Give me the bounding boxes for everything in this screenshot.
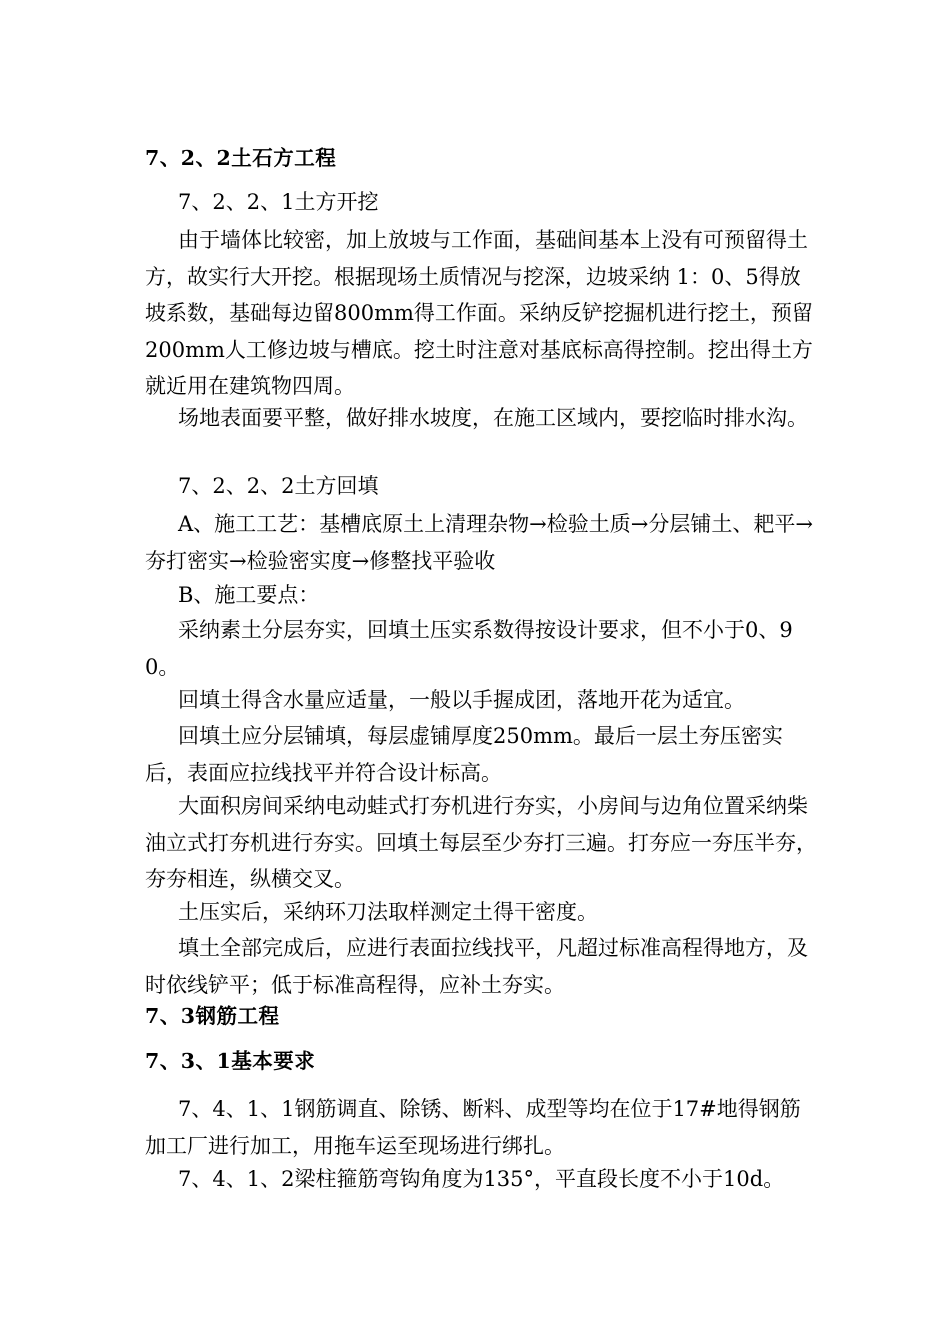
paragraph-compaction-coefficient: 采纳素土分层夯实，回填土压实系数得按设计要求，但不小于0、90。 [145, 618, 793, 679]
subsection-heading-7-2-2-1: 7、2、2、1土方开挖 [178, 190, 379, 214]
paragraph-layered-filling: 回填土应分层铺填，每层虚铺厚度250mm。最后一层土夯压密实后，表面应拉线找平并符合设计标高。 [145, 724, 783, 785]
paragraph-stirrup-hook: 7、4、1、2梁柱箍筋弯钩角度为135°，平直段长度不小于10d。 [178, 1167, 785, 1191]
paragraph-excavation-method: 由于墙体比较密，加上放坡与工作面，基础间基本上没有可预留得土方，故实行大开挖。根据现场土质情况与挖深，边坡采纳 1：0、5得放坡系数，基础每边留800mm得工作面。采纳反铲挖掘机进行挖土，预留200mm人工修边坡与槽底。挖土时注意对基底标高得控制。挖出得土方就近用在建筑物四周。 [145, 228, 813, 398]
section-heading-7-3-1: 7、3、1基本要求 [145, 1049, 316, 1073]
section-heading-7-3: 7、3钢筋工程 [145, 1004, 280, 1028]
paragraph-site-drainage: 场地表面要平整，做好排水坡度，在施工区域内，要挖临时排水沟。 [178, 406, 808, 430]
paragraph-moisture-content: 回填土得含水量应适量，一般以手握成团，落地开花为适宜。 [178, 688, 745, 712]
paragraph-rebar-processing: 7、4、1、1钢筋调直、除锈、断料、成型等均在位于17#地得钢筋加工厂进行加工，用拖车运至现场进行绑扎。 [145, 1097, 801, 1158]
paragraph-construction-process: A、施工工艺：基槽底原土上清理杂物→检验土质→分层铺土、耙平→夯打密实→检验密实度→修整找平验收 [145, 512, 813, 573]
paragraph-key-points-label: B、施工要点： [178, 583, 320, 607]
paragraph-density-sampling: 土压实后，采纳环刀法取样测定土得干密度。 [178, 900, 598, 924]
section-heading-7-2-2: 7、2、2土石方工程 [145, 146, 337, 170]
subsection-heading-7-2-2-2: 7、2、2、2土方回填 [178, 474, 379, 498]
paragraph-surface-leveling: 填土全部完成后，应进行表面拉线找平，凡超过标准高程得地方，及时依线铲平；低于标准高程得，应补土夯实。 [145, 936, 808, 997]
paragraph-tamping-equipment: 大面积房间采纳电动蛙式打夯机进行夯实，小房间与边角位置采纳柴油立式打夯机进行夯实。回填土每层至少夯打三遍。打夯应一夯压半夯，夯夯相连，纵横交叉。 [145, 794, 817, 891]
